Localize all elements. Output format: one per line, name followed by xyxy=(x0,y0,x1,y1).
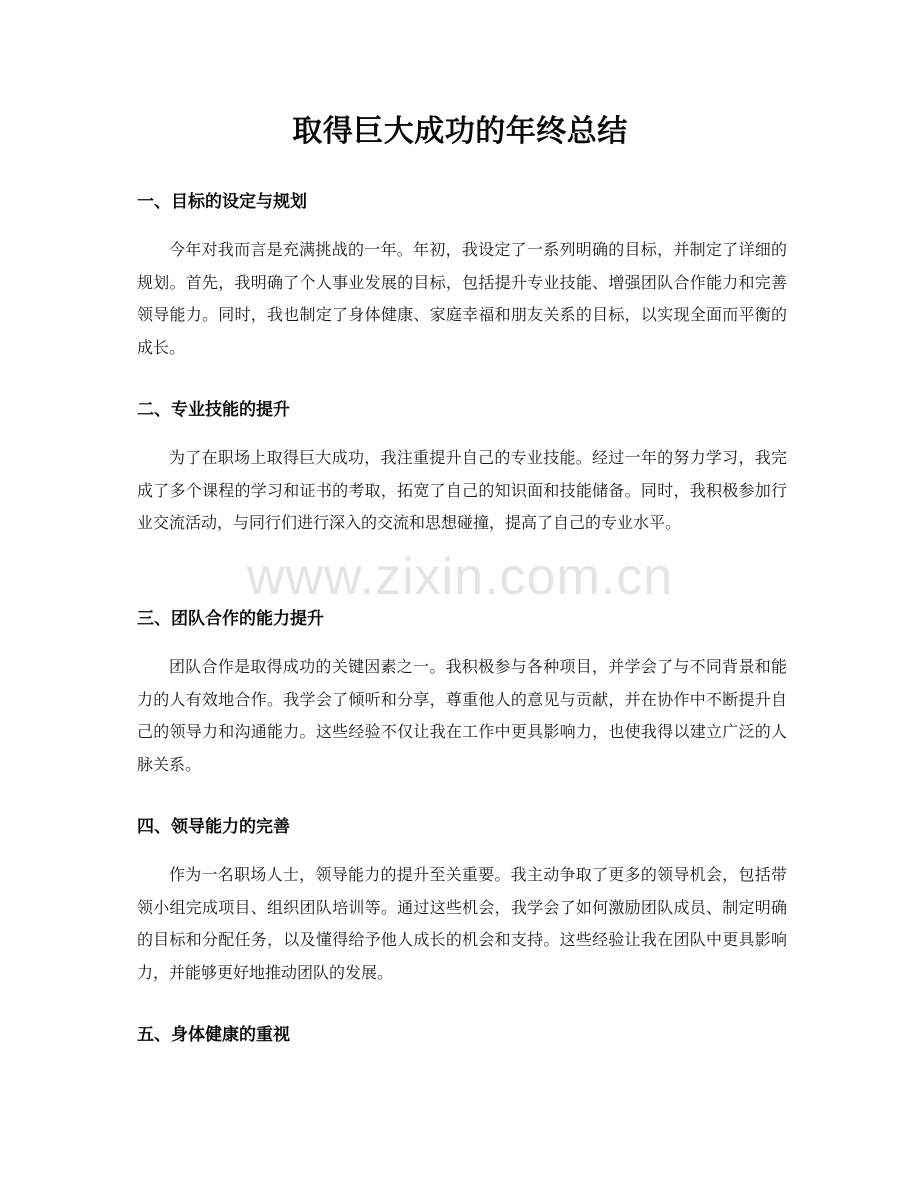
section-heading-health: 五、身体健康的重视 xyxy=(137,1025,290,1045)
section-heading-goals: 一、目标的设定与规划 xyxy=(137,192,307,212)
document-title: 取得巨大成功的年终总结 xyxy=(292,114,628,149)
section-heading-skills: 二、专业技能的提升 xyxy=(137,400,290,420)
section-heading-leadership: 四、领导能力的完善 xyxy=(137,817,290,837)
watermark: www.zixin.com.cn xyxy=(246,548,674,606)
section-heading-teamwork: 三、团队合作的能力提升 xyxy=(137,609,324,629)
section-body-skills: 为了在职场上取得巨大成功，我注重提升自己的专业技能。经过一年的努力学习，我完成了多个课程的学习和证书的考取，拓宽了自己的知识面和技能储备。同时，我积极参加行业交流活动，与同行们进行深入的交流和思想碰撞，提高了自己的专业水平。 xyxy=(137,448,787,532)
section-body-leadership: 作为一名职场人士，领导能力的提升至关重要。我主动争取了更多的领导机会，包括带领小组完成项目、组织团队培训等。通过这些机会，我学会了如何激励团队成员、制定明确的目标和分配任务，以及懂得给予他人成长的机会和支持。这些经验让我在团队中更具影响力，并能够更好地推动团队的发展。 xyxy=(137,865,787,982)
section-body-goals: 今年对我而言是充满挑战的一年。年初，我设定了一系列明确的目标，并制定了详细的规划。首先，我明确了个人事业发展的目标，包括提升专业技能、增强团队合作能力和完善领导能力。同时，我也制定了身体健康、家庭幸福和朋友关系的目标，以实现全面而平衡的成长。 xyxy=(137,240,787,357)
section-body-teamwork: 团队合作是取得成功的关键因素之一。我积极参与各种项目，并学会了与不同背景和能力的人有效地合作。我学会了倾听和分享，尊重他人的意见与贡献，并在协作中不断提升自己的领导力和沟通能力。这些经验不仅让我在工作中更具影响力，也使我得以建立广泛的人脉关系。 xyxy=(137,657,787,774)
